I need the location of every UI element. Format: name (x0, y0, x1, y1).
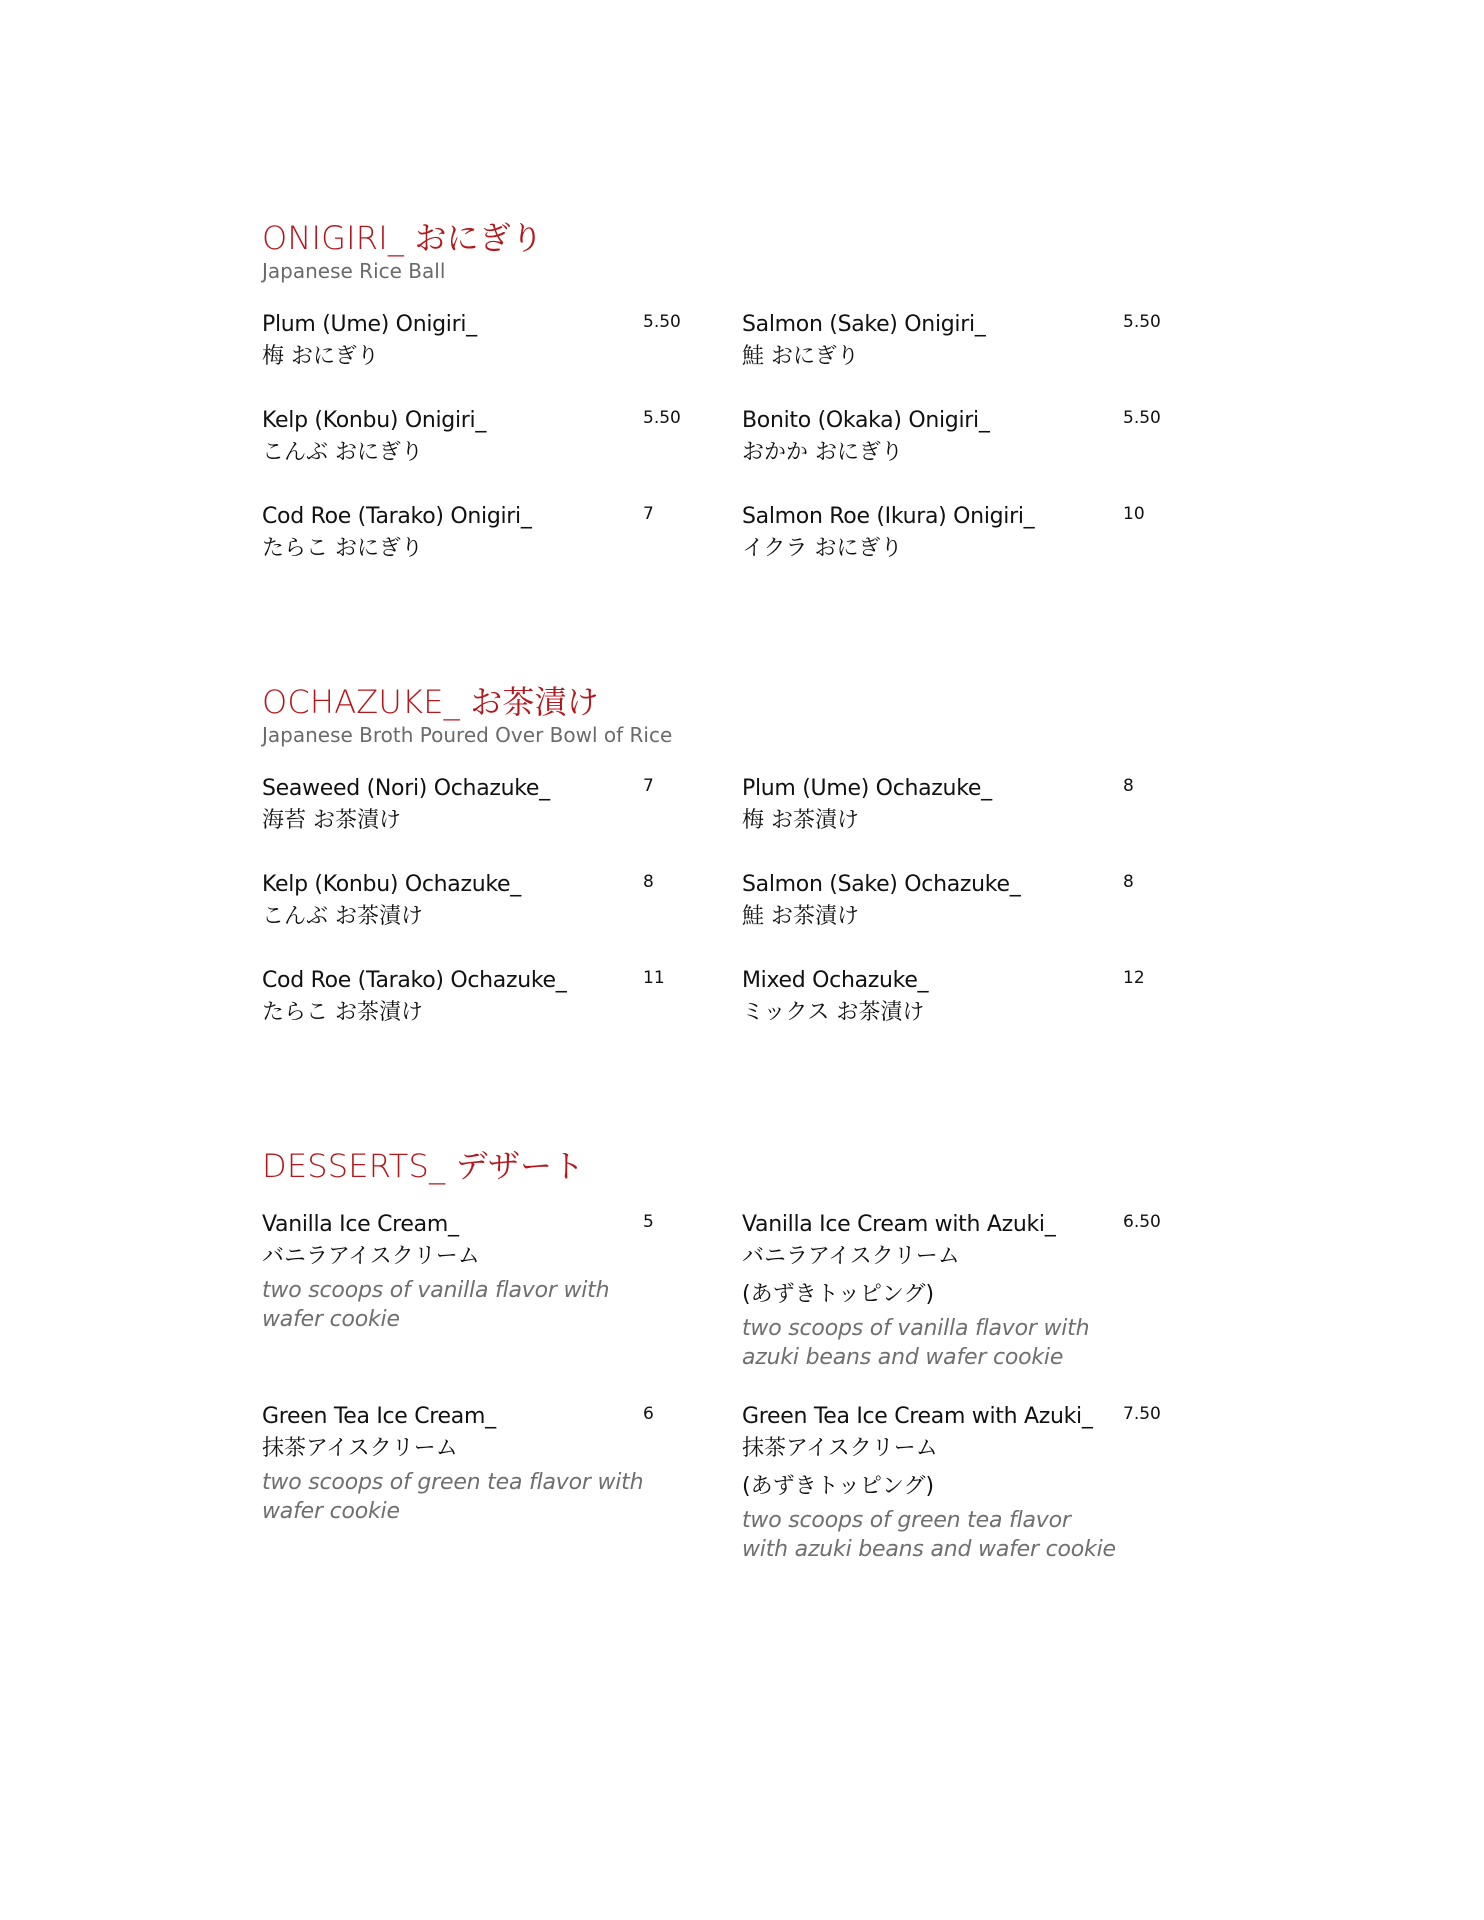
item-name: Cod Roe (Tarako) Ochazuke_ (262, 968, 567, 993)
menu-item-seaweed-ochazuke (262, 774, 682, 838)
menu-item-salmon-onigiri (742, 310, 1162, 374)
menu-item-salmon-roe-onigiri (742, 502, 1162, 566)
item-name: Salmon (Sake) Ochazuke_ (742, 872, 1021, 897)
item-name: Mixed Ochazuke_ (742, 968, 929, 993)
item-japanese-name: 鮭 おにぎり (742, 344, 859, 369)
item-japanese-name: 抹茶アイスクリーム (742, 1436, 938, 1461)
item-price: 7 (643, 504, 654, 524)
item-description: two scoops of green tea flavor with azuki beans and wafer cookie (742, 1508, 1116, 1562)
item-price: 6.50 (1123, 1212, 1161, 1232)
item-japanese-topping: (あずきトッピング) (742, 1282, 935, 1307)
item-name: Salmon Roe (Ikura) Onigiri_ (742, 504, 1035, 529)
item-price: 7.50 (1123, 1404, 1161, 1424)
item-name: Plum (Ume) Onigiri_ (262, 312, 477, 337)
item-name: Green Tea Ice Cream with Azuki_ (742, 1404, 1093, 1429)
item-description: two scoops of vanilla flavor with azuki beans and wafer cookie (742, 1316, 1090, 1370)
item-japanese-name: 抹茶アイスクリーム (262, 1436, 458, 1461)
menu-item-green-tea-ice-cream (262, 1402, 682, 1526)
item-name: Vanilla Ice Cream_ (262, 1212, 459, 1237)
menu-item-kelp-onigiri (262, 406, 682, 470)
item-name: Green Tea Ice Cream_ (262, 1404, 496, 1429)
menu-item-salmon-ochazuke (742, 870, 1162, 934)
item-japanese-name: 梅 おにぎり (262, 344, 379, 369)
item-japanese-name: ミックス お茶漬け (742, 1000, 925, 1025)
section-title: DESSERTS_ デザート (262, 1147, 585, 1185)
item-name: Vanilla Ice Cream with Azuki_ (742, 1212, 1056, 1237)
item-price: 8 (643, 872, 654, 892)
item-price: 10 (1123, 504, 1145, 524)
menu-item-vanilla-ice-cream (262, 1210, 682, 1334)
menu-item-vanilla-ice-cream-azuki (742, 1210, 1162, 1372)
item-japanese-topping: (あずきトッピング) (742, 1474, 935, 1499)
item-description: two scoops of green tea flavor with wafer cookie (262, 1470, 644, 1524)
item-price: 5.50 (1123, 408, 1161, 428)
menu-item-cod-roe-ochazuke (262, 966, 682, 1030)
item-japanese-name: バニラアイスクリーム (262, 1244, 480, 1269)
section-title: OCHAZUKE_ お茶漬け (262, 683, 600, 721)
menu-item-mixed-ochazuke (742, 966, 1162, 1030)
item-japanese-name: おかか おにぎり (742, 440, 903, 465)
item-price: 8 (1123, 872, 1134, 892)
menu-item-kelp-ochazuke (262, 870, 682, 934)
item-price: 7 (643, 776, 654, 796)
item-price: 5.50 (643, 312, 681, 332)
item-price: 5.50 (1123, 312, 1161, 332)
item-japanese-name: 梅 お茶漬け (742, 808, 859, 833)
item-price: 11 (643, 968, 665, 988)
section-title: ONIGIRI_ おにぎり (262, 219, 544, 257)
item-price: 8 (1123, 776, 1134, 796)
item-japanese-name: 鮭 お茶漬け (742, 904, 859, 929)
item-japanese-name: バニラアイスクリーム (742, 1244, 960, 1269)
menu-item-plum-ochazuke (742, 774, 1162, 838)
section-subtitle: Japanese Broth Poured Over Bowl of Rice (262, 723, 673, 747)
menu-item-bonito-onigiri (742, 406, 1162, 470)
item-name: Seaweed (Nori) Ochazuke_ (262, 776, 550, 801)
item-name: Kelp (Konbu) Ochazuke_ (262, 872, 521, 897)
item-japanese-name: こんぶ お茶漬け (262, 904, 423, 929)
item-price: 6 (643, 1404, 654, 1424)
item-japanese-name: 海苔 お茶漬け (262, 808, 401, 833)
item-name: Salmon (Sake) Onigiri_ (742, 312, 986, 337)
item-japanese-name: イクラ おにぎり (742, 536, 903, 561)
item-price: 5.50 (643, 408, 681, 428)
menu-item-cod-roe-onigiri (262, 502, 682, 566)
item-japanese-name: こんぶ おにぎり (262, 440, 423, 465)
item-name: Kelp (Konbu) Onigiri_ (262, 408, 487, 433)
item-japanese-name: たらこ お茶漬け (262, 1000, 423, 1025)
item-price: 12 (1123, 968, 1145, 988)
item-name: Cod Roe (Tarako) Onigiri_ (262, 504, 532, 529)
item-description: two scoops of vanilla flavor with wafer cookie (262, 1278, 610, 1332)
item-name: Plum (Ume) Ochazuke_ (742, 776, 992, 801)
item-japanese-name: たらこ おにぎり (262, 536, 423, 561)
item-name: Bonito (Okaka) Onigiri_ (742, 408, 990, 433)
item-price: 5 (643, 1212, 654, 1232)
menu-item-green-tea-ice-cream-azuki (742, 1402, 1162, 1564)
menu-item-plum-onigiri (262, 310, 682, 374)
section-subtitle: Japanese Rice Ball (262, 259, 446, 283)
